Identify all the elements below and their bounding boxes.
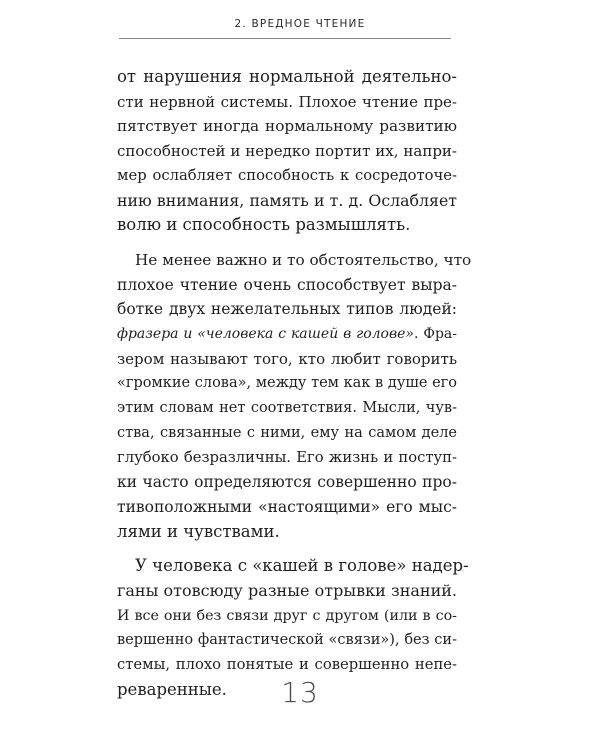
text-line: И все они без связи друг с другом (или в со- (117, 607, 457, 624)
text-line: Не менее важно и то обстоятельство, что (135, 250, 472, 269)
text-line: пятствует иногда нормальному развитию (117, 117, 457, 136)
paragraph-1 (117, 65, 457, 238)
text-line: ботке двух нежелательных типов людей: (117, 300, 457, 319)
text-line: тивоположными «настоящими» его мыс- (117, 497, 457, 516)
header-rule (119, 38, 451, 39)
paragraph-gap (117, 544, 457, 554)
text-line: лями и чувствами. (117, 521, 280, 541)
text-line: ства, связанные с ними, ему на самом деле (117, 424, 457, 441)
text-line: реваренные. (117, 679, 227, 699)
text-line: зером называют того, кто любит говорить (117, 349, 457, 368)
text-line: плохое чтение очень способствует выра- (117, 275, 457, 294)
text-line: этим словам нет соответствия. Мысли, чув- (117, 400, 457, 417)
page-number: 13 (281, 676, 319, 709)
text-line: ки часто определяются совершенно про- (117, 473, 457, 492)
text-line: волю и способность размышлять. (117, 215, 411, 235)
text-line: способностей и нередко портит их, напри- (117, 142, 457, 161)
body-text (117, 65, 472, 703)
text-line: ганы отовсюду разные отрывки знаний. (117, 581, 457, 601)
text-line: вершенно фантастической «связи»), без си- (117, 632, 457, 649)
text-line-with-italic (117, 322, 457, 347)
paragraph-gap (117, 238, 457, 248)
text-line: глубоко безразличны. Его жизнь и поступ- (117, 448, 457, 466)
text-line: от нарушения нормальной деятельно- (117, 67, 457, 86)
text-line: мер ослабляет способность к сосредоточе- (117, 166, 457, 184)
italic-phrase: фразера и «человека с кашей в голове» (117, 326, 414, 343)
text-line: стемы, плохо понятые и совершенно непе- (117, 656, 457, 674)
text-fragment: . Фра- (414, 326, 457, 343)
text-line: У человека с «кашей в голове» надер- (135, 556, 469, 576)
running-header: 2. ВРЕДНОЕ ЧТЕНИЕ (234, 18, 366, 30)
text-line: сти нервной системы. Плохое чтение пре- (117, 92, 457, 111)
paragraph-2 (117, 248, 472, 544)
text-line: «громкие слова», между тем как в душе его (117, 375, 457, 392)
text-line: нию внимания, память и т. д. Ослабляет (117, 190, 457, 210)
